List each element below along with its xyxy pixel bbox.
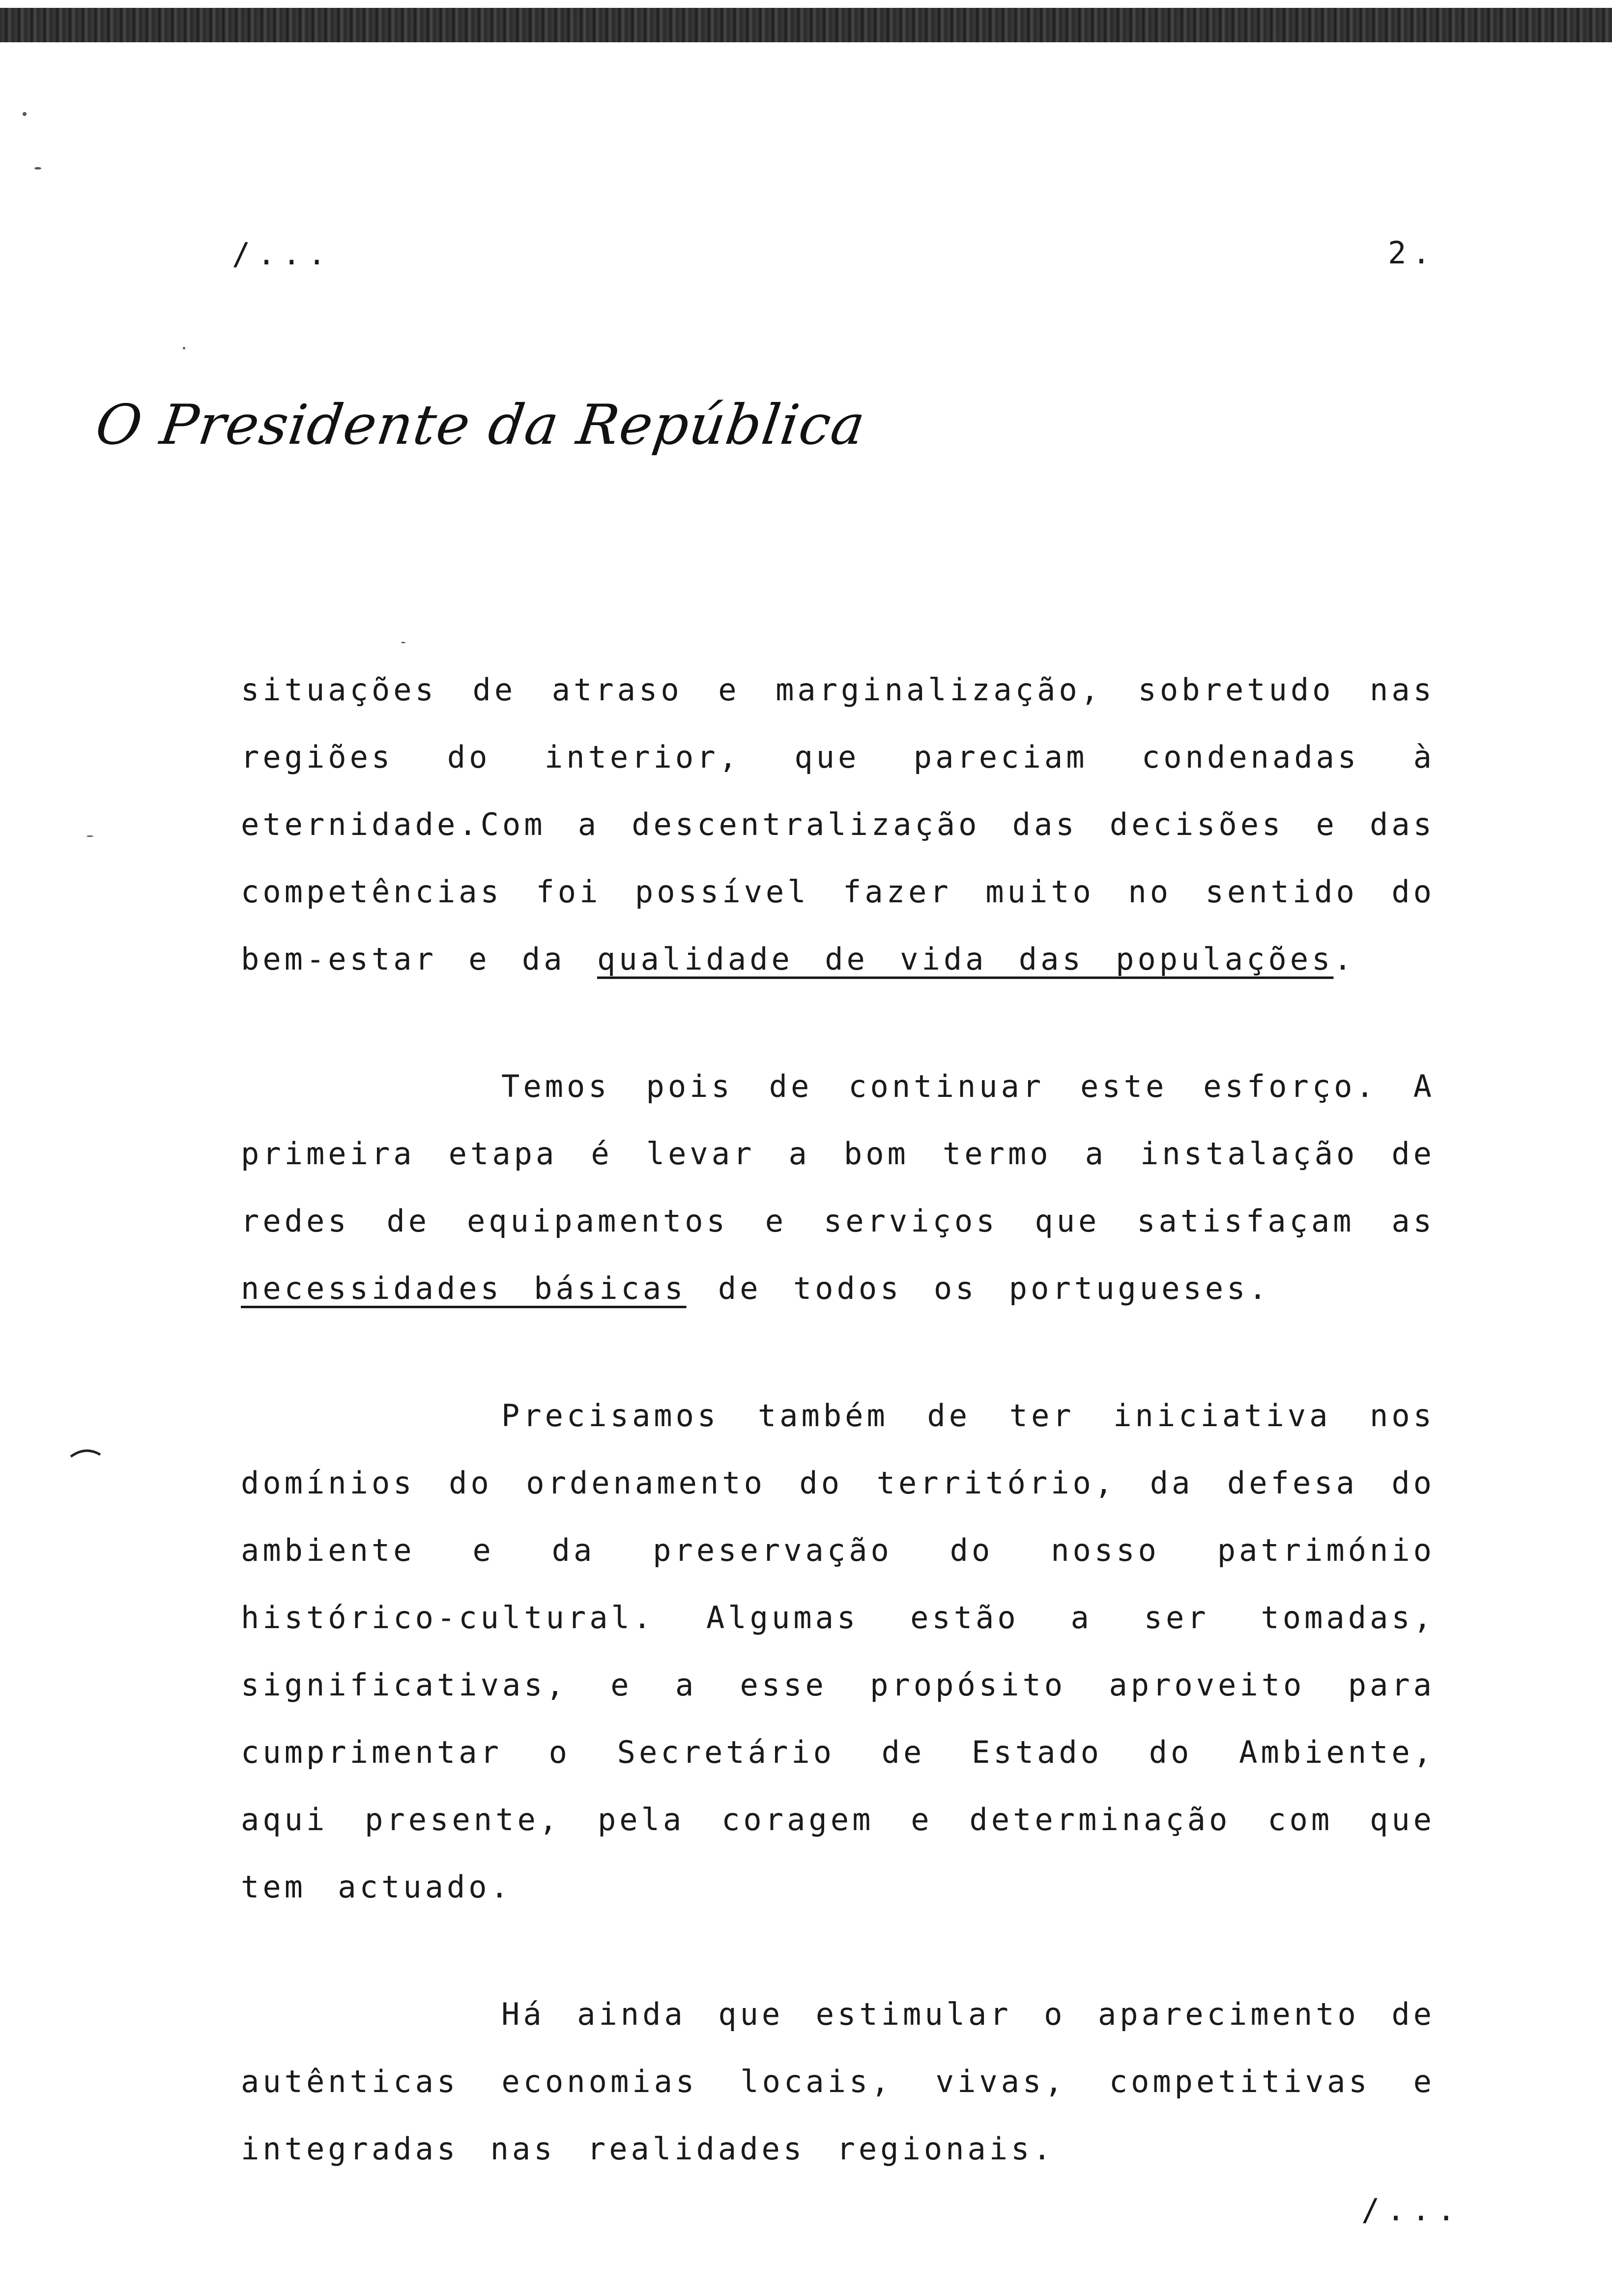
paragraph (241, 1980, 1435, 2182)
document-body (241, 656, 1435, 2182)
paragraph (241, 656, 1435, 993)
paragraph-text: Há ainda que estimular o aparecimento de autênticas economias locais, vivas, competitivas e integradas nas realidades regionais. (241, 1996, 1435, 2167)
scan-speck (183, 347, 185, 349)
scan-speck (401, 642, 405, 643)
scan-speck (86, 835, 93, 837)
underlined-phrase: qualidade de vida das populações (597, 941, 1334, 977)
continuation-mark-top: /... (232, 236, 333, 272)
letterhead: O Presidente da República (91, 393, 870, 457)
margin-mark (69, 1445, 103, 1460)
paragraph (241, 1382, 1435, 1921)
paragraph-text: de todos os portugueses. (686, 1270, 1270, 1306)
paragraph-text: situações de atraso e marginalização, sobretudo nas regiões do interior, que pareciam condenadas à eternidade.Com a descentralização das decisões e das competências foi possível fazer muito no sentido do bem-estar e da (241, 672, 1435, 977)
page-number: 2. (1388, 235, 1437, 271)
scan-edge-artifact (0, 8, 1612, 42)
underlined-phrase: necessidades básicas (241, 1270, 687, 1306)
paragraph-text: Precisamos também de ter iniciativa nos domínios do ordenamento do território, da defesa do ambiente e da preservação do nosso património histórico-cultural. Algumas estão a ser tomadas, significativas, e a esse propósito aproveito para cumprimentar o Secretário de Estado do Ambiente, aqui presente, pela coragem e determinação com que tem actuado. (241, 1398, 1435, 1905)
paragraph-text: . (1333, 941, 1355, 977)
paragraph-text: Temos pois de continuar este esforço. A primeira etapa é levar a bom termo a instalação de redes de equipamentos e serviços que satisfaçam as (241, 1068, 1435, 1239)
scan-speck (23, 112, 27, 116)
scan-speck (34, 167, 41, 170)
paragraph (241, 1053, 1435, 1322)
continuation-mark-bottom: /... (1361, 2192, 1463, 2228)
